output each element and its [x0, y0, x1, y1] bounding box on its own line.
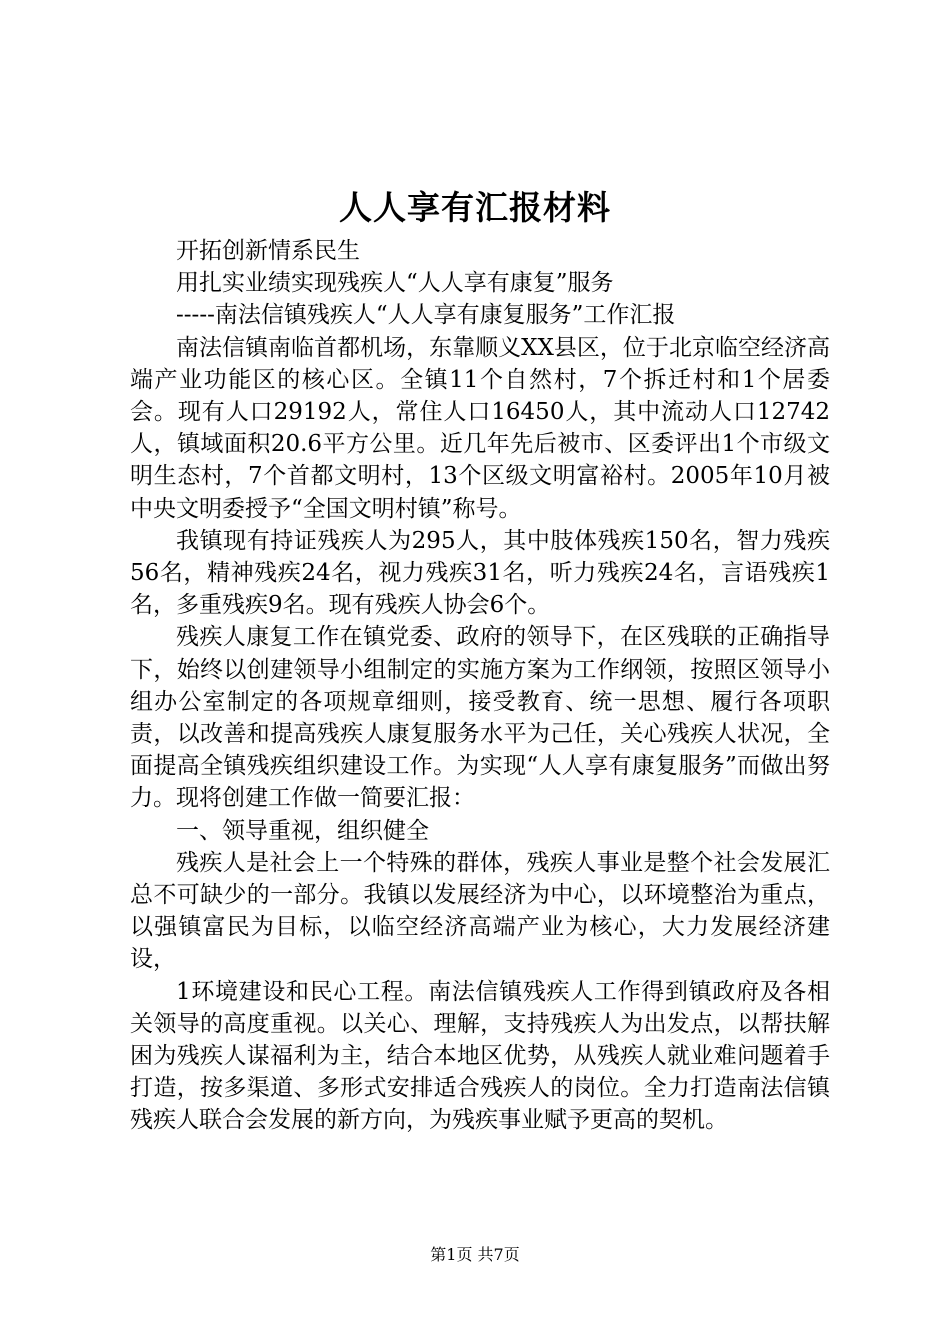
document-title: 人人享有汇报材料	[339, 188, 611, 227]
paragraph-special-group: 残疾人是社会上一个特殊的群体，残疾人事业是整个社会发展汇总不可缺少的一部分。我镇以发展经济为中心，以环境整治为重点，以强镇富民为目标，以临空经济高端产业为核心，大力发展经济建设，	[130, 849, 830, 973]
paragraph-town-overview: 南法信镇南临首都机场，东靠顺义XX县区，位于北京临空经济高端产业功能区的核心区。全镇11个自然村，7个拆迁村和1个居委会。现有人口29192人，常住人口16450人，其中流动人口12742人，镇域面积20.6平方公里。近几年先后被市、区委评出1个市级文明生态村，7个首都文明村，13个区级文明富裕村。2005年10月被中央文明委授予“全国文明村镇”称号。	[130, 334, 830, 522]
paragraph-environment: 1环境建设和民心工程。南法信镇残疾人工作得到镇政府及各相关领导的高度重视。以关心、理解，支持残疾人为出发点，以帮扶解困为残疾人谋福利为主，结合本地区优势，从残疾人就业难问题着手打造，按多渠道、多形式安排适合残疾人的岗位。全力打造南法信镇残疾人联合会发展的新方向，为残疾事业赋予更高的契机。	[130, 978, 830, 1134]
paragraph-subtitle-2: 用扎实业绩实现残疾人“人人享有康复”服务	[176, 270, 614, 297]
document-body	[130, 235, 830, 1137]
section-heading-1: 一、领导重视，组织健全	[176, 817, 429, 844]
page-footer: 第1页 共7页	[430, 1245, 520, 1264]
paragraph-rehab-work: 残疾人康复工作在镇党委、政府的领导下，在区残联的正确指导下，始终以创建领导小组制定的实施方案为工作纲领，按照区领导小组办公室制定的各项规章细则，接受教育、统一思想、履行各项职责，以改善和提高残疾人康复服务水平为己任，关心残疾人状况，全面提高全镇残疾组织建设工作。为实现“人人享有康复服务”而做出努力。现将创建工作做一简要汇报：	[130, 624, 830, 812]
paragraph-disability-stats: 我镇现有持证残疾人为295人，其中肢体残疾150名，智力残疾56名，精神残疾24名，视力残疾31名，听力残疾24名，言语残疾1名，多重残疾9名。现有残疾人协会6个。	[130, 527, 830, 619]
paragraph-subtitle-1: 开拓创新情系民生	[176, 238, 360, 264]
paragraph-subtitle-3: -----南法信镇残疾人“人人享有康复服务”工作汇报	[176, 302, 676, 329]
